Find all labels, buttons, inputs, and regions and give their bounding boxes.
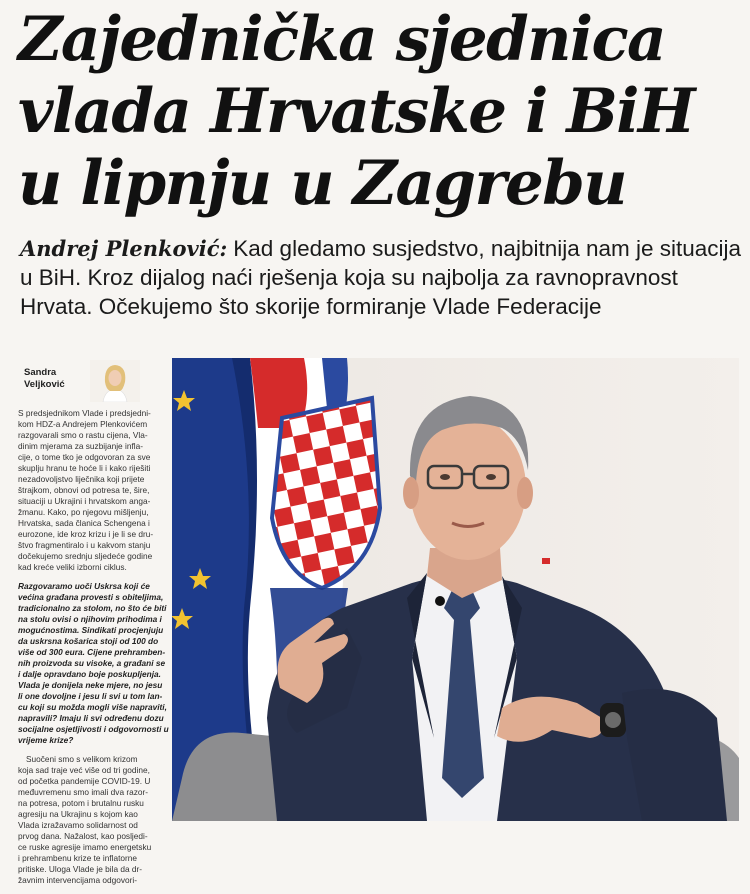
interview-photo-illustration: [172, 358, 739, 821]
author-byline: [18, 358, 158, 404]
answer-line: koja sad traje već više od tri godine,: [18, 765, 150, 775]
body-line: kom HDZ-a Andrejem Plenkovićem: [18, 419, 148, 429]
question-line: Razgovaramo uoči Uskrsa koji će: [18, 581, 150, 591]
microphone-icon: [435, 596, 445, 606]
body-line: Hrvatska, sada članica Schengena i: [18, 518, 150, 528]
author-first-name: Sandra: [24, 367, 57, 378]
body-line: štrajkom, obnovi od potresa te, šire,: [18, 485, 150, 495]
question-line: na stolu ovisi o njihovim prihodima i: [18, 614, 162, 624]
interview-photo: [172, 358, 739, 821]
body-line: razgovarali smo o rastu cijena, Vla-: [18, 430, 148, 440]
body-line: dočekujemo srednju sljedeće godine: [18, 551, 153, 561]
question-line: cu koji su možda mogli više napraviti,: [18, 702, 167, 712]
question-line: vrijeme krize?: [18, 735, 74, 745]
author-photo: [90, 360, 140, 402]
answer-line: od početka pandemije COVID-19. U: [18, 776, 151, 786]
article-body: [18, 408, 169, 894]
question-line: Vlada je donijela neke mjere, no jesu: [18, 680, 163, 690]
body-line: S predsjednikom Vlade i predsjedni-: [18, 408, 151, 418]
answer-line: na potresa, potom i brutalnu rusku: [18, 798, 144, 808]
body-line: skuplju hranu te hoće li i kako riješiti: [18, 463, 151, 473]
headline-line-3: u lipnju u Zagrebu: [18, 148, 627, 219]
intro-paragraph: [18, 408, 166, 573]
interview-question: [18, 581, 169, 746]
answer-line: pritiske. Uloga Vlade je bila da dr-: [18, 864, 143, 874]
headline-line-2: vlada Hrvatske i BiH: [18, 76, 694, 147]
answer-line: žavnim intervencijama odgovori-: [18, 875, 137, 885]
body-line: situaciji u Ukrajini i hrvatskom anga-: [18, 496, 151, 506]
answer-line: Suočeni smo s velikom krizom: [26, 754, 138, 764]
answer-line: međuvremenu smo imali dva razor-: [18, 787, 149, 797]
deck-text-1: Kad gledamo susjedstvo, najbitnija nam je situacija: [233, 236, 742, 261]
answer-line: prvog dana. Nažalost, kao posljedi-: [18, 831, 148, 841]
question-line: tradicionalno za stolom, no što će biti: [18, 603, 167, 613]
deck-line-3: Hrvata. Očekujemo što skorije formiranje Vlade Federacije: [20, 294, 602, 319]
body-line: štvo fragmentiralo i u kakvom stanju: [18, 540, 151, 550]
article-headline: [18, 4, 738, 220]
answer-line: Vlada izražavamo solidarnost od: [18, 820, 138, 830]
article-deck: [20, 234, 742, 321]
body-line: kad kreće veliki izborni ciklus.: [18, 562, 127, 572]
deck-line-2: u BiH. Kroz dijalog naći rješenja koja su najbolja za ravnopravnost: [20, 265, 678, 290]
body-line: nezadovoljstvo liječnika koji prijete: [18, 474, 145, 484]
question-line: i dalje opravdano boje poskupljenja.: [18, 669, 161, 679]
author-last-name: Veljković: [24, 379, 65, 390]
body-line: žmanu. Kako, po njegovu mišljenju,: [18, 507, 149, 517]
answer-line: agresiju na Ukrajinu s kojom kao: [18, 809, 138, 819]
question-line: većina građana provesti s obiteljima,: [18, 592, 164, 602]
question-line: li one dovoljne i jesu li svi u tom lan-: [18, 691, 163, 701]
interview-answer: [18, 754, 166, 886]
headline-line-1: Zajednička sjednica: [18, 4, 665, 75]
body-line: cije, o tome tko je odgovoran za sve: [18, 452, 151, 462]
question-line: socijalne osjetljivosti i odgovornosti u: [18, 724, 169, 734]
body-line: eurozone, ide kroz krizu i je li se dru-: [18, 529, 154, 539]
question-line: mogućnostima. Sindikati procjenjuju: [18, 625, 164, 635]
body-line: dinim mjerama za suzbijanje infla-: [18, 441, 143, 451]
lapel-pin-icon: [542, 558, 550, 564]
author-name: [24, 367, 65, 391]
deck-speaker: Andrej Plenković:: [20, 236, 228, 261]
question-line: napravili? Imaju li svi određenu dozu: [18, 713, 164, 723]
question-line: da uskrsna košarica stoji od 100 do: [18, 636, 159, 646]
question-line: više od 300 eura. Cijene prehramben-: [18, 647, 166, 657]
answer-line: i prehrambenu krize te inflatorne: [18, 853, 137, 863]
answer-line: ce ruske agresije imamo energetsku: [18, 842, 152, 852]
question-line: nih proizvoda su visoke, a građani se: [18, 658, 166, 668]
deck-line-1: [20, 234, 742, 263]
